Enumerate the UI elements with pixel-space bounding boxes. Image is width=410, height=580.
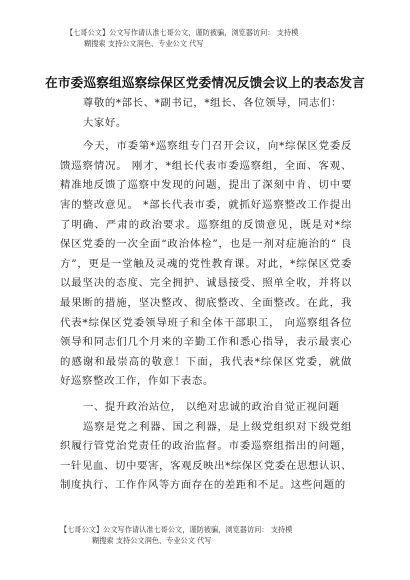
footer-promo-line1: 【七哥公文】公文写作请认准七哥公文，谨防被骗，浏览器访问： 支持模 bbox=[60, 525, 293, 534]
greeting-hello: 大家好。 bbox=[82, 116, 127, 129]
paragraph-section-1: 巡察是党之利器、国之利器，是上级党组织对下级党组织履行管党治党责任的政治监督。市委巡察组指出的问题，一针见血、切中要害，客观反映出*综保区党委在思想认识、制度执行、工作作风等方面存在的差距和不足。这些问题的 bbox=[60, 420, 352, 492]
footer-promo-note bbox=[60, 524, 370, 546]
footer-promo-line2: 糊搜索 支持公文润色、专业公文 代写 bbox=[92, 536, 212, 545]
document-body bbox=[60, 94, 352, 496]
section-heading-1: 一、提升政治站位， 以绝对忠诚的政治自觉正视问题 bbox=[82, 400, 340, 413]
paragraph-intro: 今天，市委第*巡察组专门召开会议，向*综保区党委反馈巡察情况。 刚才，*组长代表市委巡察组，全面、客观、 精准地反馈了巡察中发现的问题，提出了深刻中肯、切中要 害的整改意见。 *部长代表市委，就抓好巡察整改工作提出 了明确、严肃的政治要求。巡察组的反馈意见，既是对*综 保区党委的一次全面“政治体检”，也是一剂对症施治的“ 良 方”，更是一堂触及灵魂的党性教育课。对此，*综保区党委 以最坚决的态度、完全拥护、诚恳接受、照单全收，并将以 最果断的措施，坚决整改、彻底整改、全面整改。在此，我 代表*综保区党委领导班子和全体干部职工， 向巡察组各位 领导和同志们几个月来的辛勤工作和悉心指导，表示最衷心 的感谢和最崇高的敬意！下面，我代表*综保区党委，就做 好巡察整改工作，作如下表态。 bbox=[60, 140, 352, 388]
header-promo-note bbox=[66, 27, 366, 49]
header-promo-line1: 【七哥公文】公文写作请认准七哥公文，谨防被骗，浏览器访问： 支持模 bbox=[66, 28, 299, 37]
header-promo-line2: 糊搜索 支持公文润色、专业公文 代写 bbox=[84, 39, 204, 48]
greeting-line: 尊敬的*部长、*副书记，*组长、各位领导，同志们： bbox=[82, 97, 343, 109]
document-title: 在市委巡察组巡察综保区党委情况反馈会议上的表态发言 bbox=[45, 75, 365, 90]
